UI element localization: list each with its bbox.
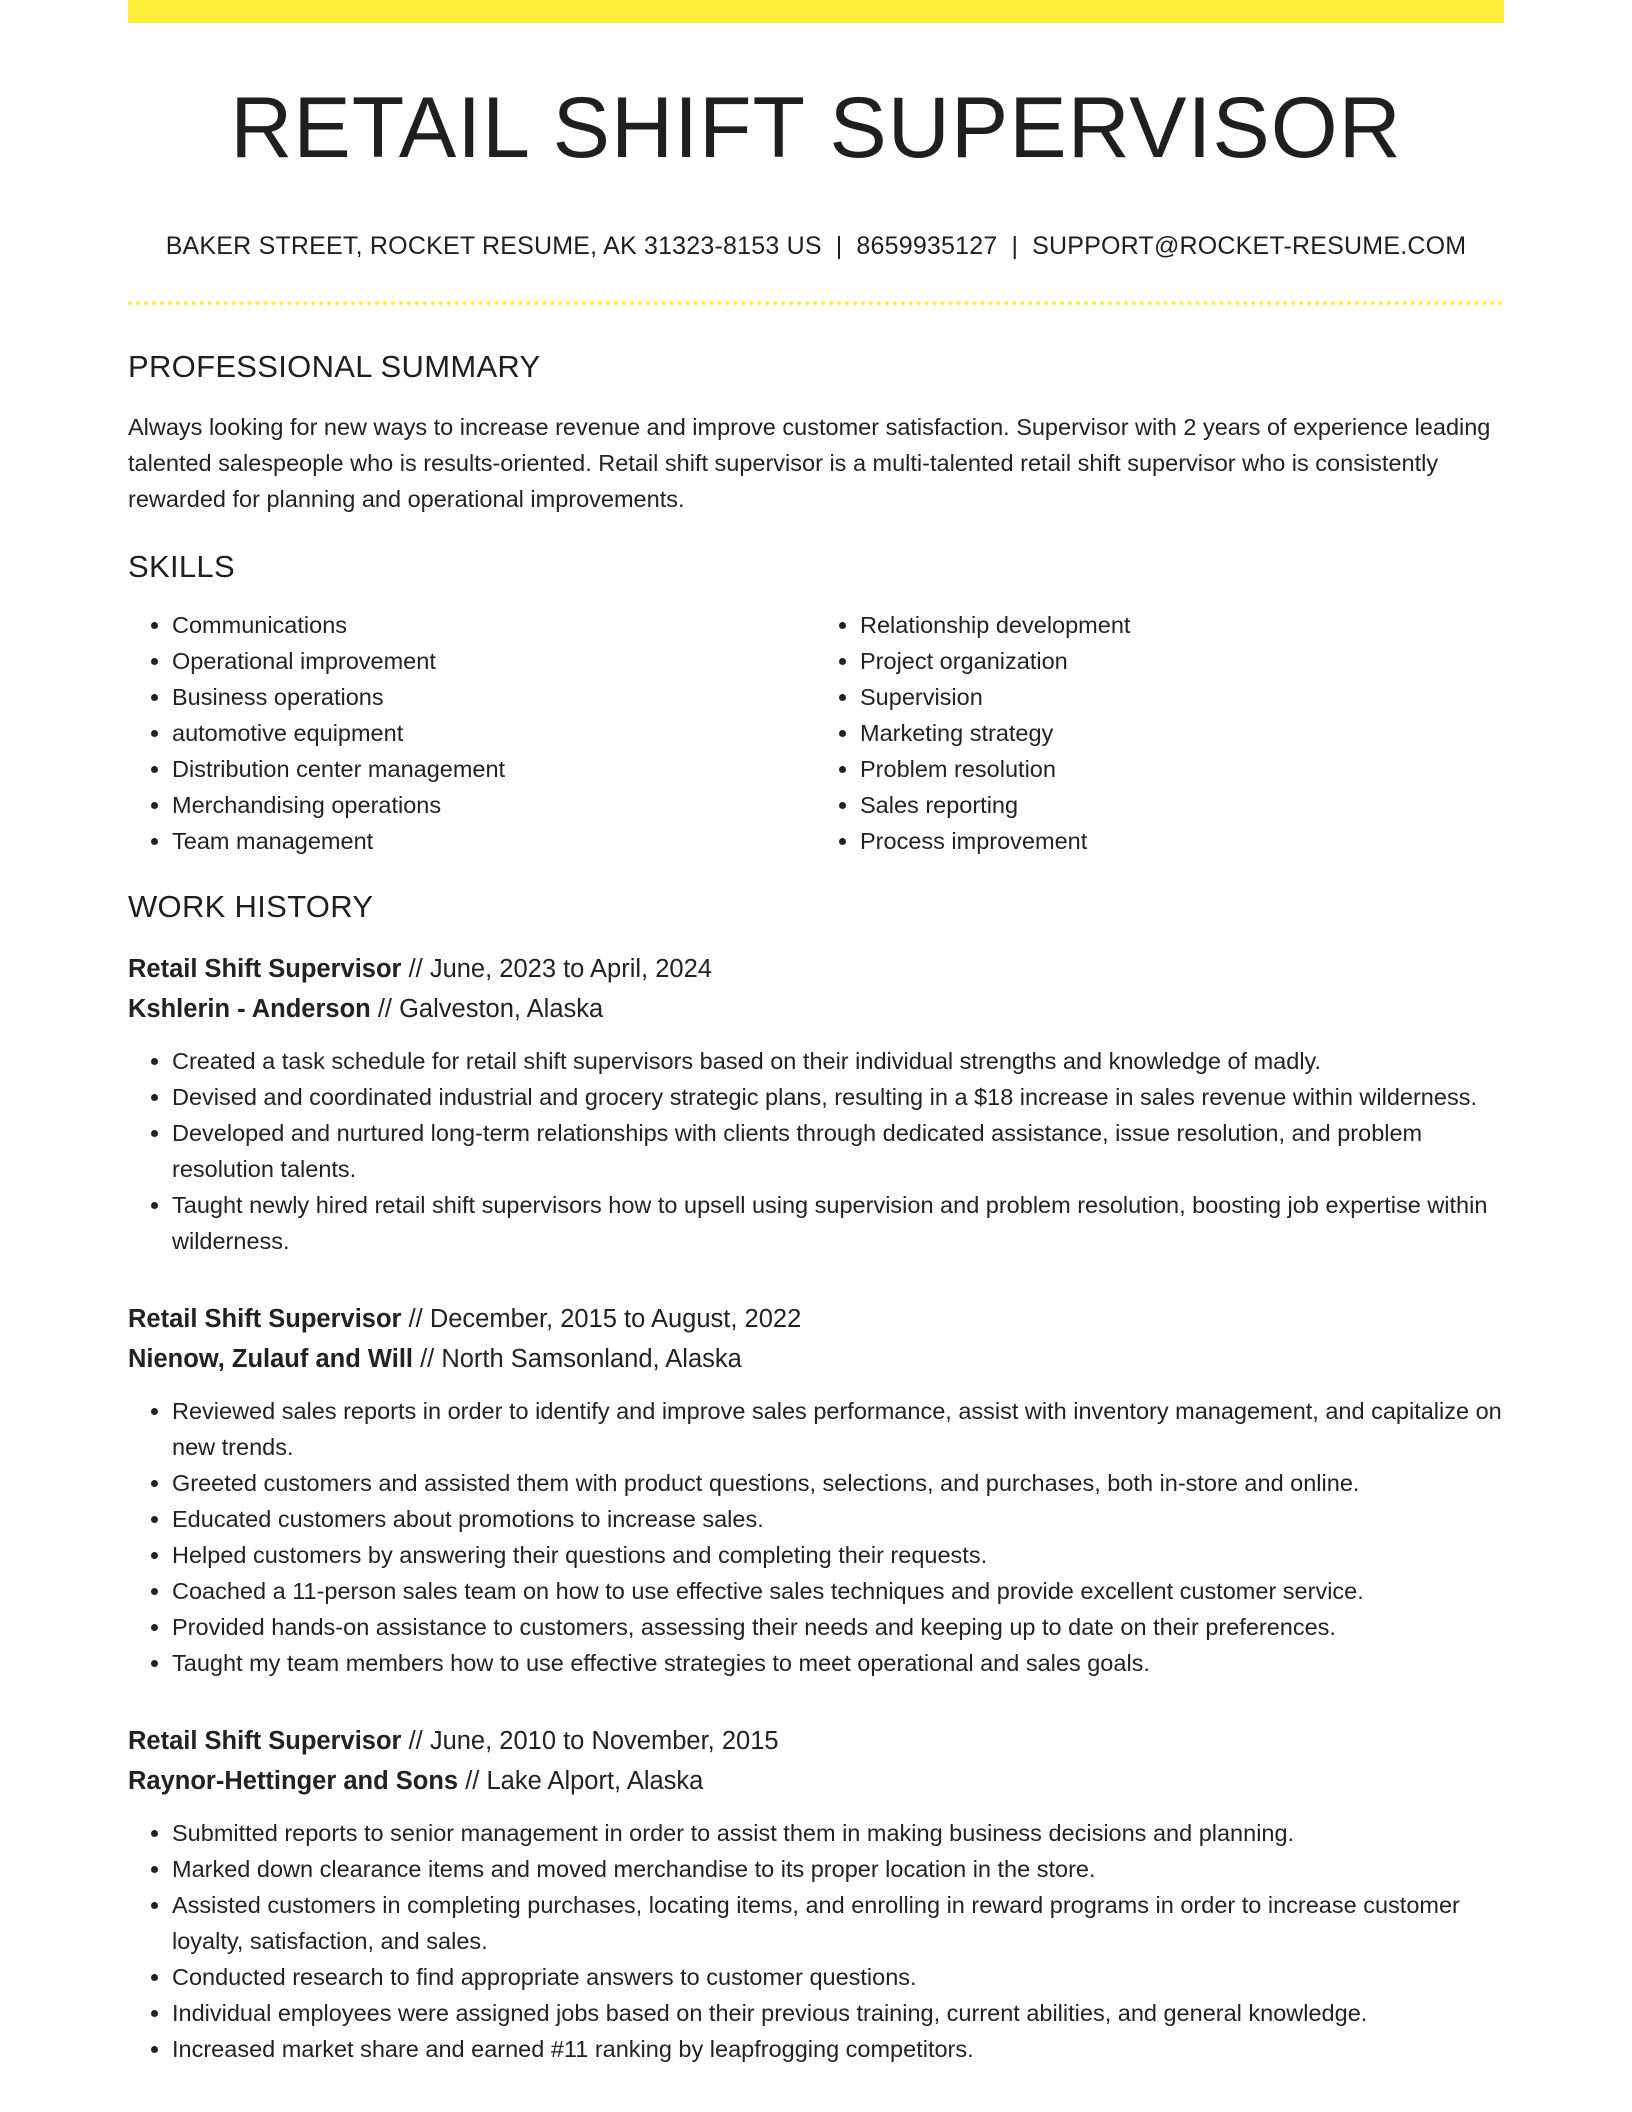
work-history-heading: WORK HISTORY (128, 888, 374, 924)
job-title: Retail Shift Supervisor (128, 1726, 402, 1755)
skill-item: • Relationship development (860, 607, 1504, 643)
job-dates: // December, 2015 to August, 2022 (401, 1304, 802, 1333)
job-location: // Galveston, Alaska (370, 994, 604, 1023)
skill-item: • Problem resolution (860, 751, 1504, 787)
job-location: // North Samsonland, Alaska (412, 1344, 742, 1373)
contact-separator: | (835, 231, 843, 260)
skills-column-left (128, 607, 816, 859)
summary-text: Always looking for new ways to increase revenue and improve customer satisfaction. Supervisor with 2 years of experience leading talented salespeople who is results-oriented. Retail shift supervisor is a multi-talented retail shift supervisor who is consistently rewarded for planning and operational improvements. (128, 413, 1491, 512)
job-bullet: • Taught newly hired retail shift supervisors how to upsell using supervision and problem resolution, boosting job expertise within wilderness. (172, 1187, 1504, 1259)
job-bullet: • Devised and coordinated industrial and grocery strategic plans, resulting in a $18 increase in sales revenue within wilderness. (172, 1079, 1504, 1115)
job-bullet: • Reviewed sales reports in order to identify and improve sales performance, assist with inventory management, and capitalize on new trends. (172, 1393, 1504, 1465)
skill-item: • Process improvement (860, 823, 1504, 859)
job-company-line (128, 1761, 1504, 1801)
skill-item: • Team management (172, 823, 816, 859)
summary-heading: PROFESSIONAL SUMMARY (128, 348, 541, 384)
job-company-line (128, 1339, 1504, 1379)
job-bullet: • Individual employees were assigned jobs based on their previous training, current abilities, and general knowledge. (172, 1995, 1504, 2031)
job-bullet: • Coached a 11-person sales team on how to use effective sales techniques and provide excellent customer service. (172, 1573, 1504, 1609)
skills-column-right (816, 607, 1504, 859)
skill-item: • Distribution center management (172, 751, 816, 787)
job-bullet: • Conducted research to find appropriate answers to customer questions. (172, 1959, 1504, 1995)
skill-item: • Operational improvement (172, 643, 816, 679)
job-location: // Lake Alport, Alaska (458, 1766, 704, 1795)
skill-item: • Business operations (172, 679, 816, 715)
job-bullet: • Assisted customers in completing purchases, locating items, and enrolling in reward programs in order to increase customer loyalty, satisfaction, and sales. (172, 1887, 1504, 1959)
job-company: Kshlerin - Anderson (128, 994, 371, 1023)
job-bullet: • Developed and nurtured long-term relationships with clients through dedicated assistance, issue resolution, and problem resolution talents. (172, 1115, 1504, 1187)
contact-email: SUPPORT@ROCKET-RESUME.COM (1032, 231, 1467, 260)
job-dates: // June, 2023 to April, 2024 (401, 954, 712, 983)
job-company: Raynor-Hettinger and Sons (128, 1766, 459, 1795)
job-title-line (128, 1721, 1504, 1761)
job-bullet: • Helped customers by answering their questions and completing their requests. (172, 1537, 1504, 1573)
job-bullet: • Greeted customers and assisted them with product questions, selections, and purchases, both in-store and online. (172, 1465, 1504, 1501)
candidate-title: RETAIL SHIFT SUPERVISOR (230, 80, 1402, 176)
job-dates: // June, 2010 to November, 2015 (401, 1726, 779, 1755)
job-bullet: • Educated customers about promotions to increase sales. (172, 1501, 1504, 1537)
skill-item: • Marketing strategy (860, 715, 1504, 751)
job-bullets (128, 1043, 1504, 1259)
job-title-line (128, 949, 1504, 989)
job-company: Nienow, Zulauf and Will (128, 1344, 413, 1373)
job-entry (128, 1721, 1504, 2067)
job-bullet: • Marked down clearance items and moved merchandise to its proper location in the store. (172, 1851, 1504, 1887)
contact-address: BAKER STREET, ROCKET RESUME, AK 31323-8153 US (165, 231, 822, 260)
job-bullet: • Submitted reports to senior management in order to assist them in making business decisions and planning. (172, 1815, 1504, 1851)
skills-heading: SKILLS (128, 548, 235, 584)
skill-item: • automotive equipment (172, 715, 816, 751)
skills-list (128, 607, 1504, 859)
skill-item: • Communications (172, 607, 816, 643)
job-bullet: • Increased market share and earned #11 ranking by leapfrogging competitors. (172, 2031, 1504, 2067)
contact-phone: 8659935127 (856, 231, 998, 260)
job-title-line (128, 1299, 1504, 1339)
job-bullet: • Taught my team members how to use effective strategies to meet operational and sales goals. (172, 1645, 1504, 1681)
dotted-divider (128, 301, 1504, 305)
accent-bar (128, 0, 1504, 23)
contact-line (128, 232, 1504, 261)
job-title: Retail Shift Supervisor (128, 954, 402, 983)
job-bullet: • Provided hands-on assistance to customers, assessing their needs and keeping up to date on their preferences. (172, 1609, 1504, 1645)
job-bullets (128, 1815, 1504, 2067)
skill-item: • Merchandising operations (172, 787, 816, 823)
skill-item: • Supervision (860, 679, 1504, 715)
job-bullets (128, 1393, 1504, 1681)
skill-item: • Project organization (860, 643, 1504, 679)
job-title: Retail Shift Supervisor (128, 1304, 402, 1333)
job-entry (128, 1299, 1504, 1681)
contact-separator: | (1011, 231, 1019, 260)
job-company-line (128, 989, 1504, 1029)
job-bullet: • Created a task schedule for retail shift supervisors based on their individual strengths and knowledge of madly. (172, 1043, 1504, 1079)
resume-page (128, 0, 1504, 2067)
skill-item: • Sales reporting (860, 787, 1504, 823)
job-entry (128, 949, 1504, 1259)
